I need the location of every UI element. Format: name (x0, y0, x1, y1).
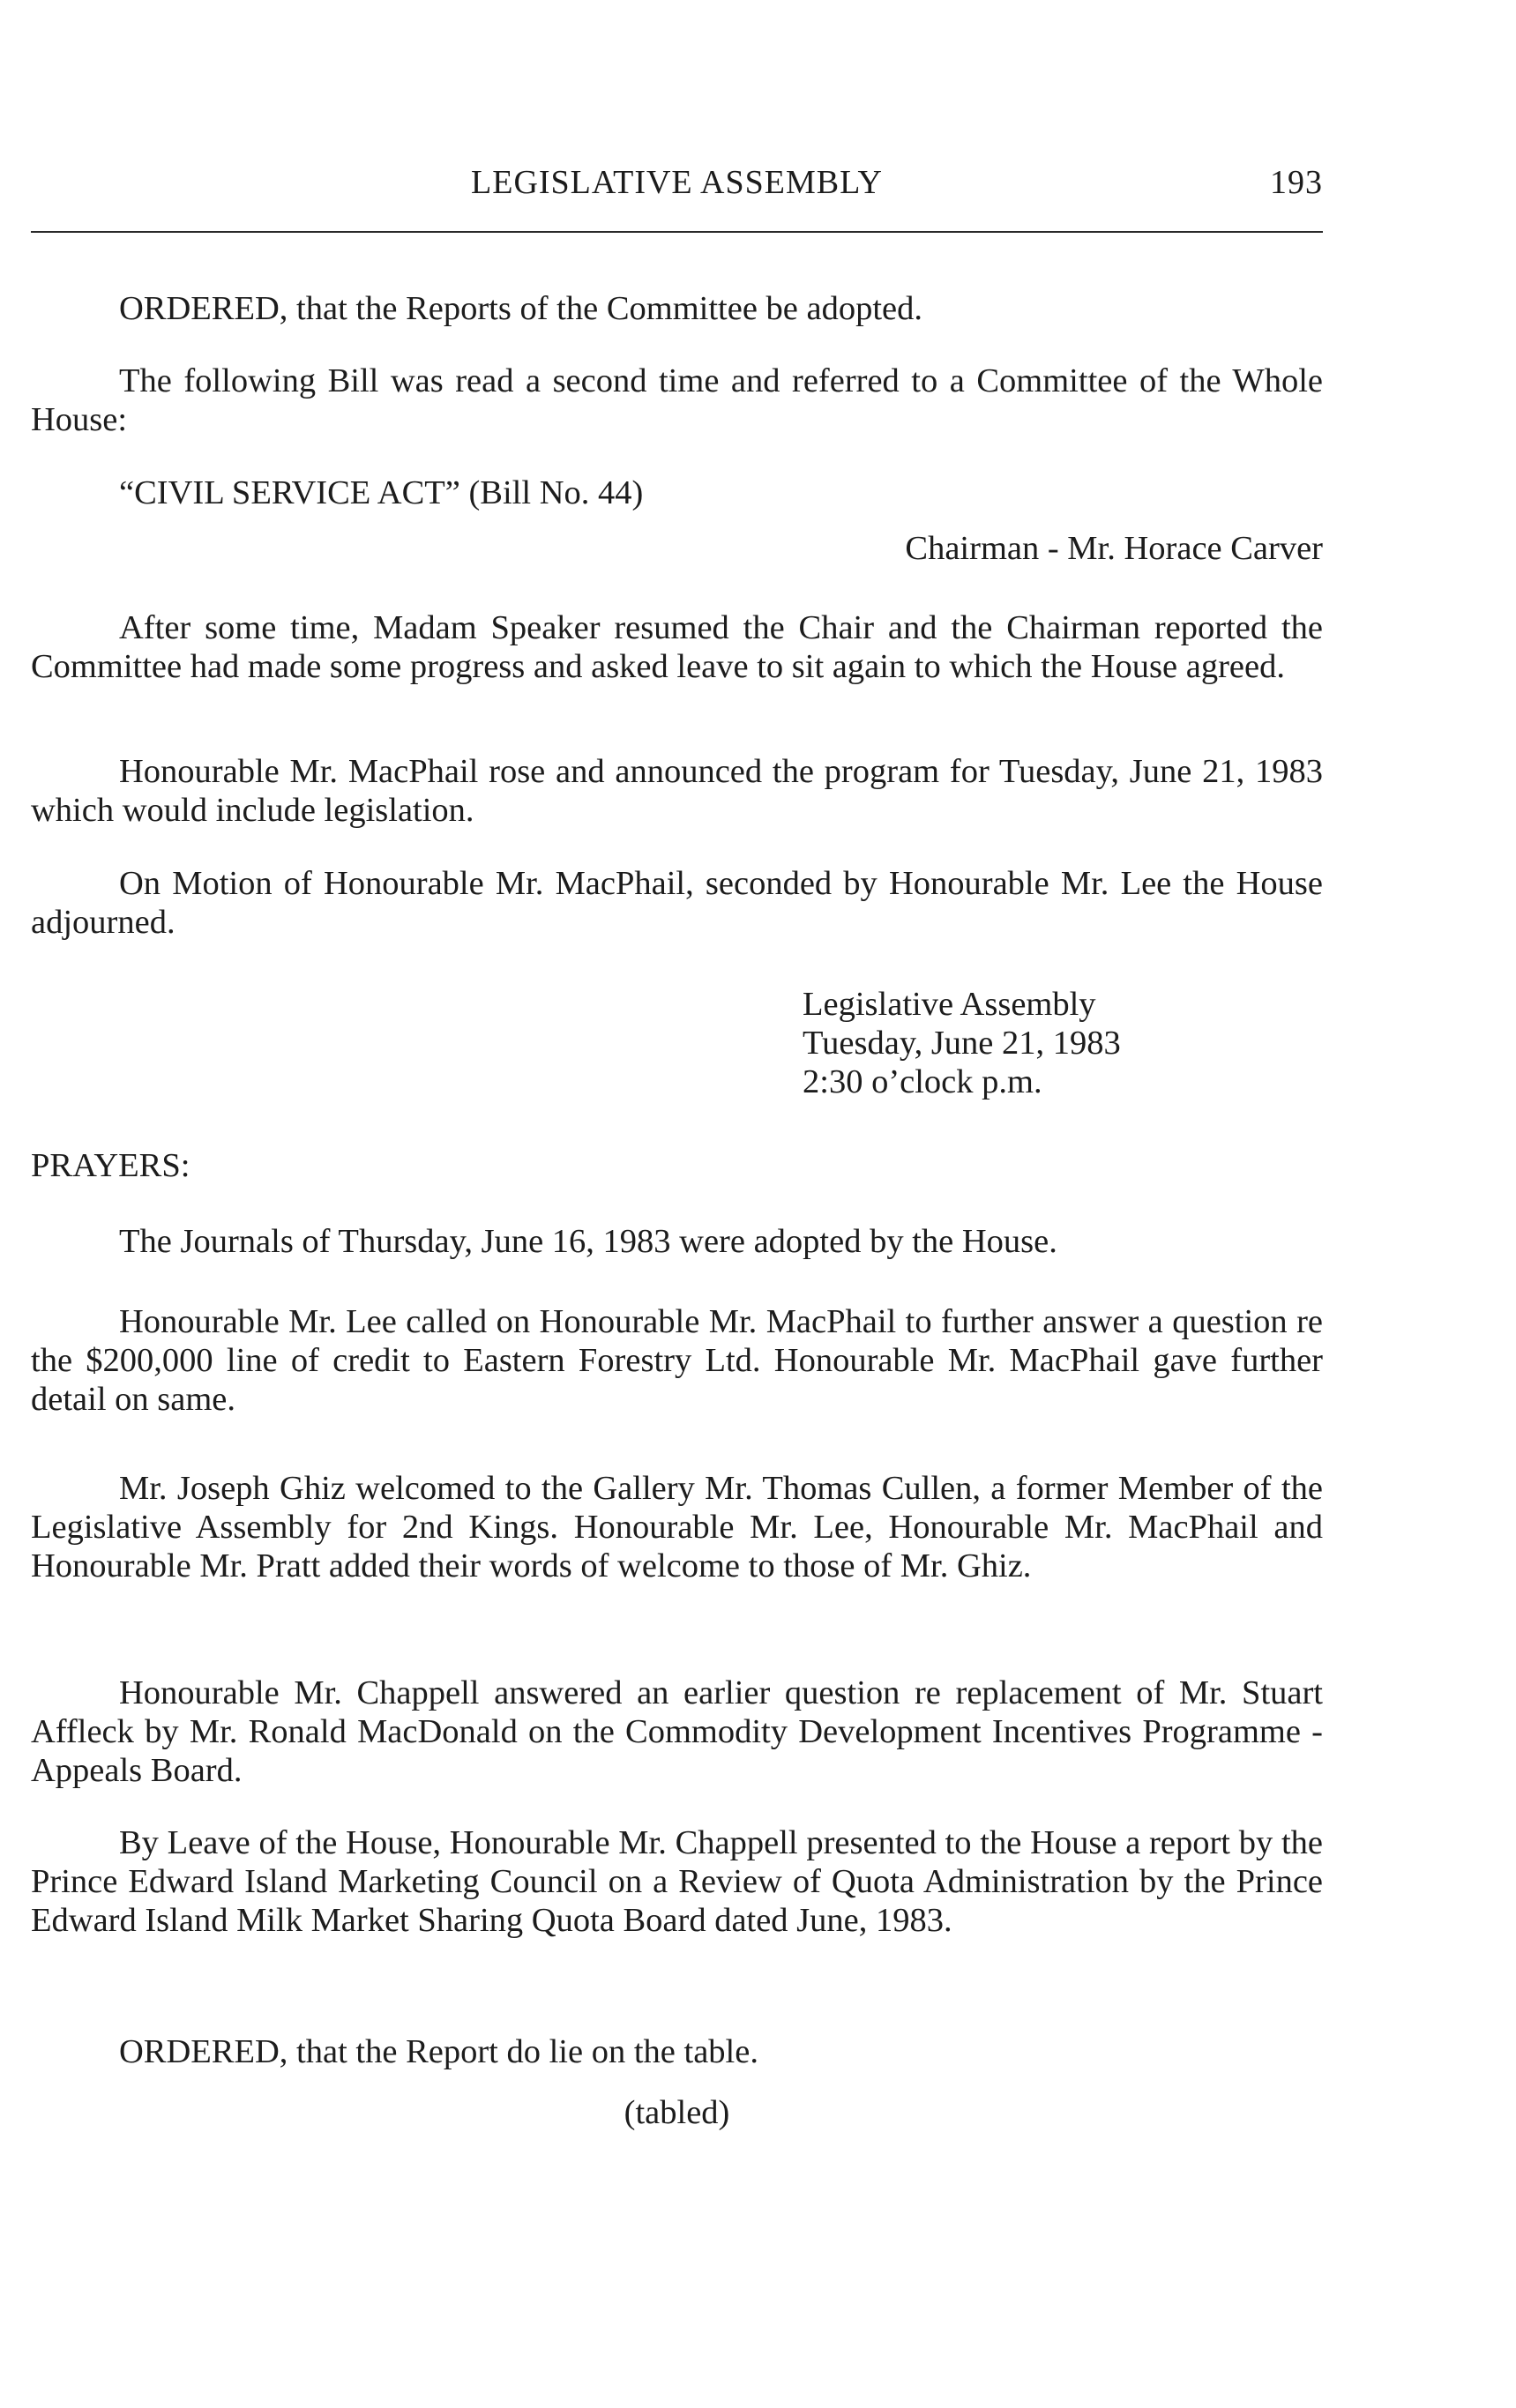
committee-chairman: Chairman - Mr. Horace Carver (905, 530, 1323, 567)
header-title: LEGISLATIVE ASSEMBLY (471, 164, 883, 201)
page-number: 193 (1270, 164, 1323, 201)
prayers-heading: PRAYERS: (31, 1147, 190, 1184)
paragraph-program-announced: Honourable Mr. MacPhail rose and announced the program for Tuesday, June 21, 1983 which would include legislation. (31, 753, 1323, 829)
paragraph-report-tabled: ORDERED, that the Report do lie on the table. (119, 2033, 758, 2070)
paragraph-reports-adopted: ORDERED, that the Reports of the Committee be adopted. (119, 290, 922, 327)
sitting-heading (803, 985, 1323, 1101)
sitting-time: 2:30 o’clock p.m. (803, 1063, 1042, 1100)
paragraph-gallery-welcome: Mr. Joseph Ghiz welcomed to the Gallery Mr. Thomas Cullen, a former Member of the Legislative Assembly for 2nd Kings. Honourable Mr. Lee, Honourable Mr. MacPhail and Honourable Mr. Pratt added their words of welcome to those of Mr. Ghiz. (31, 1470, 1323, 1584)
sitting-date: Tuesday, June 21, 1983 (803, 1025, 1121, 1062)
paragraph-line-of-credit: Honourable Mr. Lee called on Honourable Mr. MacPhail to further answer a question re the $200,000 line of credit to Eastern Forestry Ltd. Honourable Mr. MacPhail gave further detail on same. (31, 1303, 1323, 1418)
header-rule (31, 231, 1323, 233)
bill-title: “CIVIL SERVICE ACT” (Bill No. 44) (119, 474, 644, 511)
paragraph-speaker-resumed: After some time, Madam Speaker resumed the Chair and the Chairman reported the Committee had made some progress and asked leave to sit again to which the House agreed. (31, 609, 1323, 685)
paragraph-second-reading: The following Bill was read a second time and referred to a Committee of the Whole House: (31, 362, 1323, 438)
paragraph-appeals-board: Honourable Mr. Chappell answered an earlier question re replacement of Mr. Stuart Affleck by Mr. Ronald MacDonald on the Commodity Development Incentives Programme - Appeals Board. (31, 1674, 1323, 1789)
running-header (31, 163, 1323, 216)
paragraph-house-adjourned: On Motion of Honourable Mr. MacPhail, seconded by Honourable Mr. Lee the House adjourned. (31, 865, 1323, 941)
paragraph-journals-adopted: The Journals of Thursday, June 16, 1983 were adopted by the House. (119, 1223, 1057, 1260)
paragraph-quota-report: By Leave of the House, Honourable Mr. Chappell presented to the House a report by the Prince Edward Island Marketing Council on a Review of Quota Administration by the Prince Edward Island Milk Market Sharing Quota Board dated June, 1983. (31, 1824, 1323, 1939)
tabled-note: (tabled) (624, 2094, 730, 2131)
sitting-body: Legislative Assembly (803, 986, 1096, 1023)
